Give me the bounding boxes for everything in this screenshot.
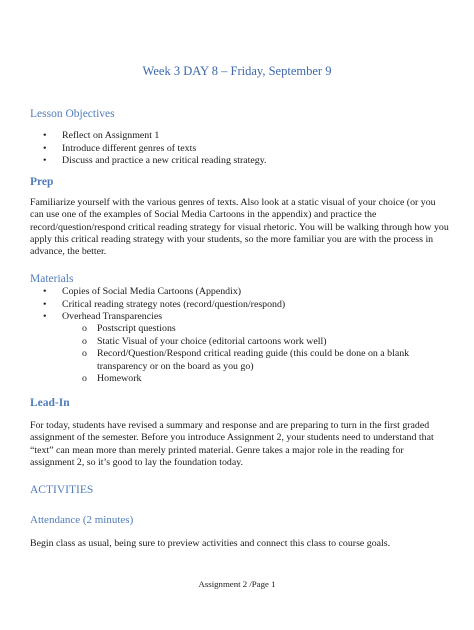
bullet-icon: •	[43, 298, 47, 310]
prep-heading: Prep	[30, 176, 54, 188]
page-title: Week 3 DAY 8 – Friday, September 9	[142, 64, 332, 78]
bullet-icon: •	[43, 311, 47, 322]
attendance-paragraph: Begin class as usual, being sure to preview activities and connect this class to course goals.	[30, 538, 391, 549]
lead-in-paragraph: For today, students have revised a summary and response and are preparing to turn in the first graded assignment of the semester. Before you introduce Assignment 2, your students need to understand that “text” can mean more than merely printed material. Genre takes a major role in the reading for assignment 2, so it’s good to lay the foundation today.	[30, 420, 434, 468]
bullet-icon: •	[43, 142, 47, 154]
list-item: o Record/Question/Respond critical reading guide (this could be done on a blank transparency or on the board as you go)	[82, 348, 410, 372]
bullet-icon: •	[43, 155, 47, 166]
bullet-icon: •	[43, 130, 47, 141]
circle-bullet-icon: o	[82, 373, 87, 384]
objectives-list	[30, 130, 266, 168]
circle-bullet-icon: o	[82, 348, 87, 359]
materials-sublist	[30, 323, 450, 386]
lead-in-heading: Lead-In	[30, 397, 70, 409]
activities-heading: ACTIVITIES	[30, 484, 94, 496]
list-item: • Discuss and practice a new critical reading strategy.	[43, 155, 267, 166]
attendance-heading: Attendance (2 minutes)	[30, 514, 134, 526]
bullet-icon: •	[43, 286, 47, 297]
lesson-objectives-heading: Lesson Objectives	[30, 108, 115, 120]
page-footer: Assignment 2 /Page 1	[198, 579, 276, 589]
list-item: o Postscript questions	[82, 323, 176, 334]
prep-paragraph: Familiarize yourself with the various genres of texts. Also look at a static visual of your choice (or you can use one of the examples of Social Media Cartoons in the appendix) and practice the record/question/respond critical reading strategy for visual rhetoric. You will be walking through how you apply this critical reading strategy with your students, so the more familiar you are with the process in advance, the better.	[30, 197, 449, 258]
materials-heading: Materials	[30, 273, 74, 285]
circle-bullet-icon: o	[82, 323, 87, 334]
circle-bullet-icon: o	[82, 335, 87, 347]
list-item: • Introduce different genres of texts	[43, 142, 197, 154]
list-item: • Critical reading strategy notes (record/question/respond)	[43, 298, 286, 310]
list-item: • Reflect on Assignment 1	[43, 130, 160, 141]
list-item: • Copies of Social Media Cartoons (Appendix)	[43, 286, 242, 297]
list-item: o Homework	[82, 373, 142, 384]
list-item: • Overhead Transparencies	[43, 311, 163, 322]
list-item: o Static Visual of your choice (editorial cartoons work well)	[82, 335, 327, 347]
materials-list	[30, 286, 460, 324]
